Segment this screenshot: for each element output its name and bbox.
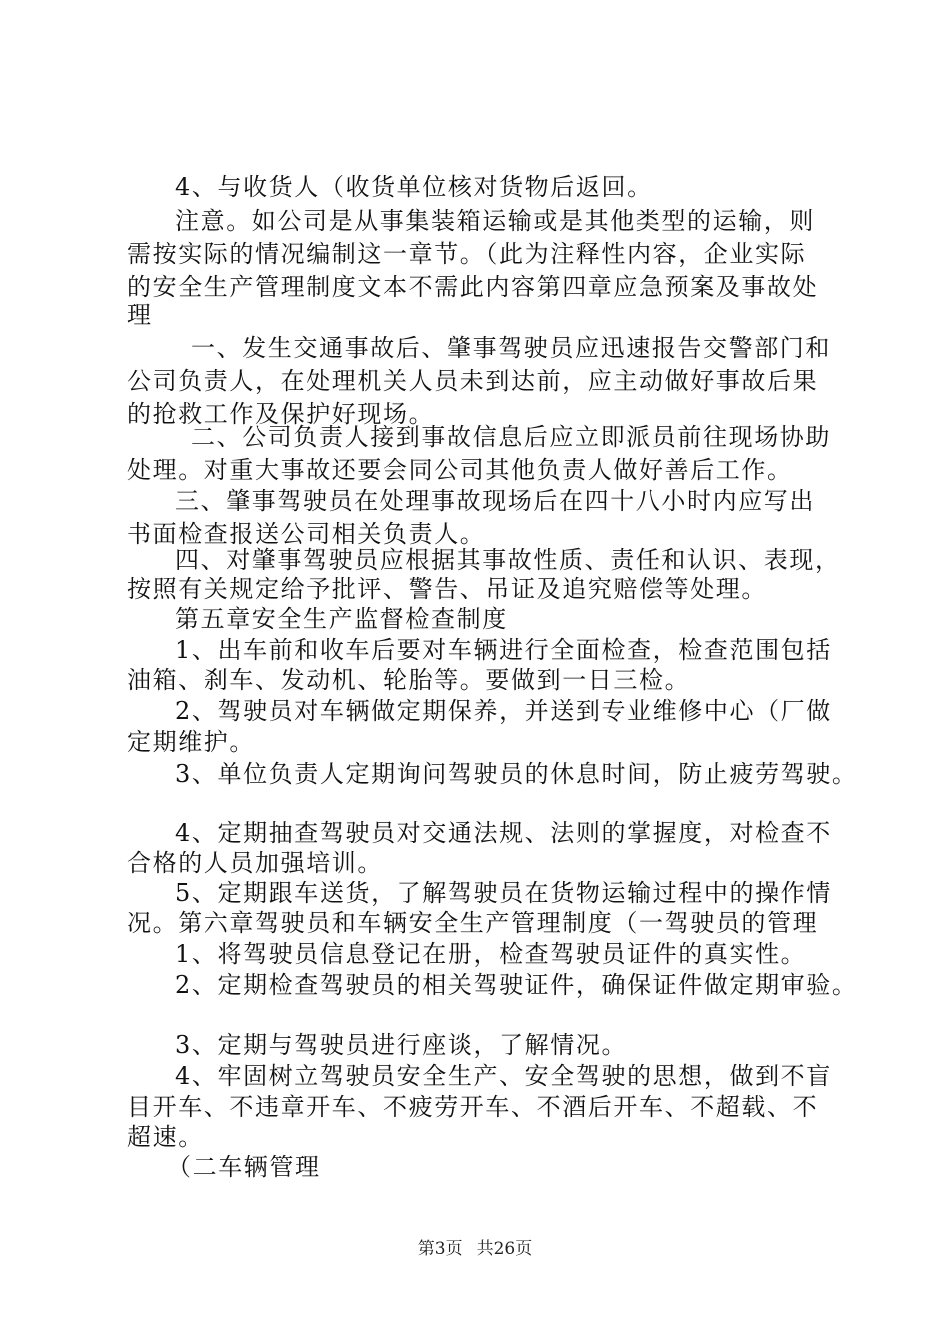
text-line: 定期维护。	[127, 728, 255, 756]
text-line: 理	[127, 301, 153, 329]
text-line: 二、公司负责人接到事故信息后应立即派员前往现场协助	[191, 423, 831, 451]
text-line: 3、单位负责人定期询问驾驶员的休息时间，防止疲劳驾驶。	[175, 760, 858, 788]
text-line: 的安全生产管理制度文本不需此内容第四章应急预案及事故处	[127, 273, 819, 301]
text-line: 书面检查报送公司相关负责人。	[127, 520, 486, 548]
text-line: 注意。如公司是从事集装箱运输或是其他类型的运输，则	[175, 207, 815, 235]
text-line: 公司负责人，在处理机关人员未到达前，应主动做好事故后果	[127, 367, 819, 395]
text-line: 况。第六章驾驶员和车辆安全生产管理制度（一驾驶员的管理	[127, 909, 819, 937]
text-line: 需按实际的情况编制这一章节。（此为注释性内容，企业实际	[127, 240, 807, 268]
text-line: 按照有关规定给予批评、警告、吊证及追究赔偿等处理。	[127, 575, 767, 603]
section-heading: （二车辆管理	[167, 1153, 321, 1181]
page-number: 第3页	[417, 1239, 463, 1259]
text-line: 的抢救工作及保护好现场。	[127, 400, 435, 428]
text-line: 处理。对重大事故还要会同公司其他负责人做好善后工作。	[127, 456, 793, 484]
text-line: 3、定期与驾驶员进行座谈，了解情况。	[175, 1031, 628, 1059]
page-total: 共26页	[476, 1239, 533, 1259]
section-heading: 第五章安全生产监督检查制度	[175, 605, 508, 633]
text-line: 4、与收货人（收货单位核对货物后返回。	[175, 173, 653, 201]
text-line: 4、定期抽查驾驶员对交通法规、法则的掌握度，对检查不	[175, 819, 832, 847]
text-line: 一、发生交通事故后、肇事驾驶员应迅速报告交警部门和	[191, 334, 831, 362]
text-line: 油箱、刹车、发动机、轮胎等。要做到一日三检。	[127, 666, 691, 694]
text-line: 1、出车前和收车后要对车辆进行全面检查，检查范围包括	[175, 636, 832, 664]
text-line: 合格的人员加强培训。	[127, 849, 383, 877]
text-line: 1、将驾驶员信息登记在册，检查驾驶员证件的真实性。	[175, 940, 807, 968]
text-line: 超速。	[127, 1123, 204, 1151]
text-line: 目开车、不违章开车、不疲劳开车、不酒后开车、不超载、不	[127, 1093, 819, 1121]
text-line: 2、定期检查驾驶员的相关驾驶证件，确保证件做定期审验。	[175, 971, 858, 999]
text-line: 4、牢固树立驾驶员安全生产、安全驾驶的思想，做到不盲	[175, 1062, 832, 1090]
text-line: 2、驾驶员对车辆做定期保养，并送到专业维修中心（厂做	[175, 697, 832, 725]
text-line: 四、对肇事驾驶员应根据其事故性质、责任和认识、表现，	[175, 546, 841, 574]
text-line: 三、肇事驾驶员在处理事故现场后在四十八小时内应写出	[175, 487, 815, 515]
text-line: 5、定期跟车送货，了解驾驶员在货物运输过程中的操作情	[175, 879, 832, 907]
page-footer	[0, 1238, 950, 1260]
